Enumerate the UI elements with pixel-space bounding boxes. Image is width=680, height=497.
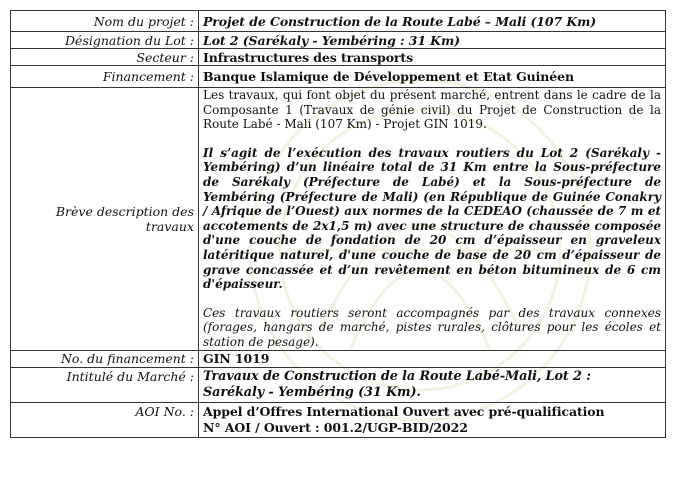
label-no-financement: No. du financement : [11,350,199,367]
intitule-line-2: Sarékaly - Yembéring (31 Km). [203,384,421,400]
label-description: Brève description des travaux [11,88,199,351]
intitule-line-1: Travaux de Construction de la Route Labé-Mali, Lot 2 : [203,368,591,384]
description-paragraph-1: Les travaux, qui font objet du présent marché, entrent dans le cadre de la Composante 1 (Travaux de génie civil) du Projet de Construction de la Route Labé - Mali (107 Km) - Projet GIN 1019. [203,88,661,132]
row-intitule [11,367,666,402]
project-info-table [10,10,666,438]
label-aoi: AOI No. : [11,402,199,437]
label-lot: Désignation du Lot : [11,32,199,49]
value-description [199,88,666,351]
value-nom-projet: Projet de Construction de la Route Labé – Mali (107 Km) [199,11,666,32]
label-intitule: Intitulé du Marché : [11,367,199,402]
description-paragraph-3: Ces travaux routiers seront accompagnés par des travaux connexes (forages, hangars de marché, pistes rurales, clôtures pour les écoles et station de pesage). [203,305,661,349]
value-no-financement: GIN 1019 [199,350,666,367]
label-secteur: Secteur : [11,49,199,66]
row-financement [11,66,666,88]
aoi-line-2: N° AOI / Ouvert : 001.2/UGP-BID/2022 [203,419,468,435]
row-aoi [11,402,666,437]
value-financement: Banque Islamique de Développement et Etat Guinéen [199,66,666,88]
aoi-line-1: Appel d’Offres International Ouvert avec pré-qualification [203,403,605,419]
row-lot [11,32,666,49]
value-secteur: Infrastructures des transports [199,49,666,66]
value-lot: Lot 2 (Sarékaly - Yembéring : 31 Km) [199,32,666,49]
row-no-financement [11,350,666,367]
row-description [11,88,666,351]
value-intitule [199,367,666,402]
description-paragraph-2: Il s’agit de l’exécution des travaux routiers du Lot 2 (Sarékaly - Yembéring) d’un linéaire total de 31 Km entre la Sous-préfecture de Sarékaly (Préfecture de Labé) et la Sous-préfecture de Yembéring (Préfecture de Mali) (en République de Guinée Conakry / Afrique de l’Ouest) aux normes de la CEDEAO (chaussée de 7 m et accotements de 2x1,5 m) avec une structure de chaussée composée d'une couche de fondation de 20 cm d’épaisseur en graveleux latéritique naturel, d'une couche de base de 20 cm d’épaisseur de grave concassée et d’un revêtement en béton bitumineux de 6 cm d'épaisseur. [203,145,661,292]
row-secteur [11,49,666,66]
label-nom-projet: Nom du projet : [11,11,199,32]
row-nom-projet [11,11,666,32]
label-financement: Financement : [11,66,199,88]
value-aoi [199,402,666,437]
